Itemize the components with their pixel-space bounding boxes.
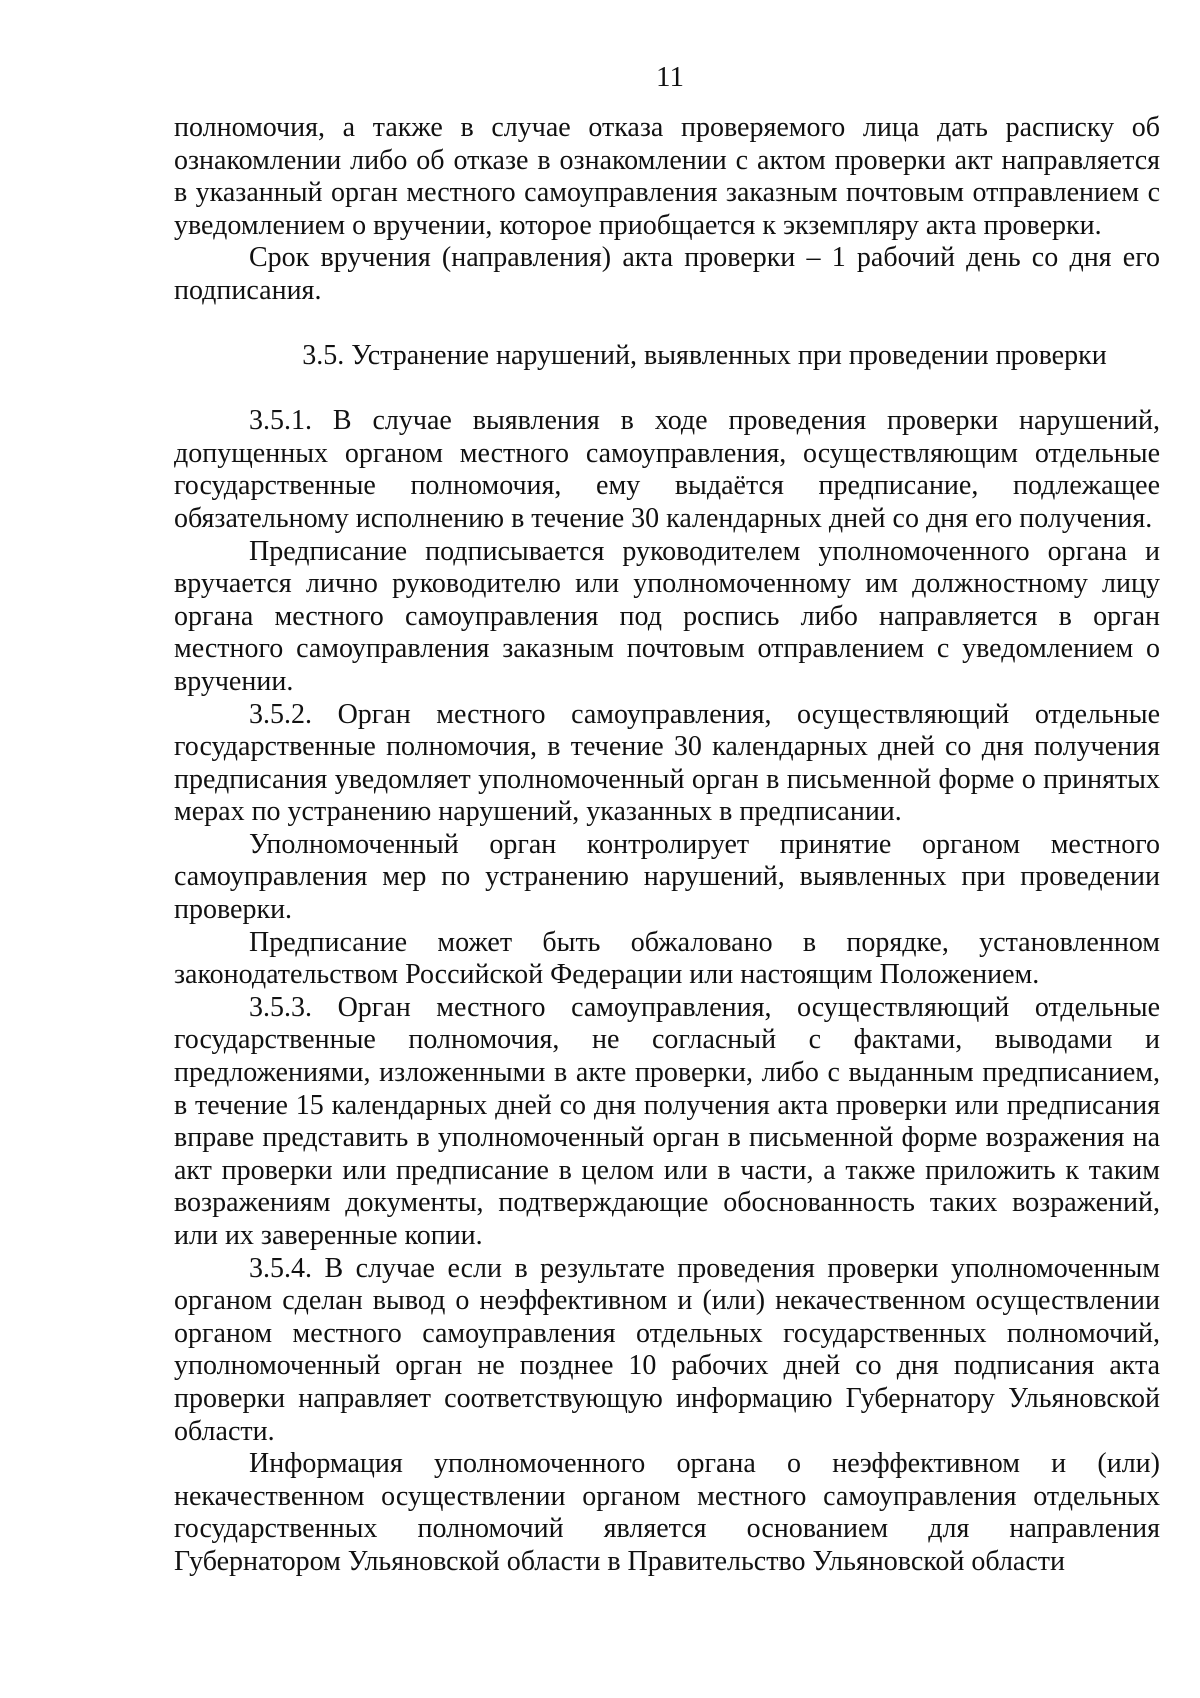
document-body — [174, 112, 1160, 1579]
paragraph-order-signing: Предписание подписывается руководителем уполномоченного органа и вручается лично руководителю или уполномоченному им должностному лицу органа местного самоуправления под роспись либо направляется в орган местного самоуправления заказным почтовым отправлением с уведомлением о вручении. — [174, 535, 1160, 697]
paragraph-3-5-3: 3.5.3. Орган местного самоуправления, осуществляющий отдельные государственные полномочия, не согласный с фактами, выводами и предложениями, изложенными в акте проверки, либо с выданным предписанием, в течение 15 календарных дней со дня получения акта проверки или предписания вправе представить в уполномоченный орган в письменной форме возражения на акт проверки или предписание в целом или в части, а также приложить к таким возражениям документы, подтверждающие обоснованность таких возражений, или их заверенные копии. — [174, 991, 1160, 1251]
paragraph-control: Уполномоченный орган контролирует принятие органом местного самоуправления мер по устранению нарушений, выявленных при проведении проверки. — [174, 828, 1160, 926]
paragraph-delivery-term: Срок вручения (направления) акта проверки – 1 рабочий день со дня его подписания. — [174, 242, 1160, 306]
paragraph-continuation: полномочия, а также в случае отказа проверяемого лица дать расписку об ознакомлении либо об отказе в ознакомлении с актом проверки акт направляется в указанный орган местного самоуправления заказным почтовым отправлением с уведомлением о вручении, которое приобщается к экземпляру акта проверки. — [174, 112, 1160, 241]
page-number: 11 — [656, 61, 684, 93]
section-heading-3-5: 3.5. Устранение нарушений, выявленных при проведении проверки — [302, 339, 1107, 371]
paragraph-information: Информация уполномоченного органа о неэффективном и (или) некачественном осуществлении органом местного самоуправления отдельных государственных полномочий является основанием для направления Губернатором Ульяновской области в Правительство Ульяновской области — [174, 1448, 1160, 1577]
paragraph-3-5-4: 3.5.4. В случае если в результате проведения проверки уполномоченным органом сделан вывод о неэффективном и (или) некачественном осуществлении органом местного самоуправления отдельных государственных полномочий, уполномоченный орган не позднее 10 рабочих дней со дня подписания акта проверки направляет соответствующую информацию Губернатору Ульяновской области. — [174, 1252, 1160, 1447]
paragraph-3-5-1: 3.5.1. В случае выявления в ходе проведения проверки нарушений, допущенных органом местного самоуправления, осуществляющим отдельные государственные полномочия, ему выдаётся предписание, подлежащее обязательному исполнению в течение 30 календарных дней со дня его получения. — [174, 405, 1160, 534]
paragraph-3-5-2: 3.5.2. Орган местного самоуправления, осуществляющий отдельные государственные полномочия, в течение 30 календарных дней со дня получения предписания уведомляет уполномоченный орган в письменной форме о принятых мерах по устранению нарушений, указанных в предписании. — [174, 698, 1160, 828]
paragraph-appeal: Предписание может быть обжаловано в порядке, установленном законодательством Российской Федерации или настоящим Положением. — [174, 926, 1160, 991]
